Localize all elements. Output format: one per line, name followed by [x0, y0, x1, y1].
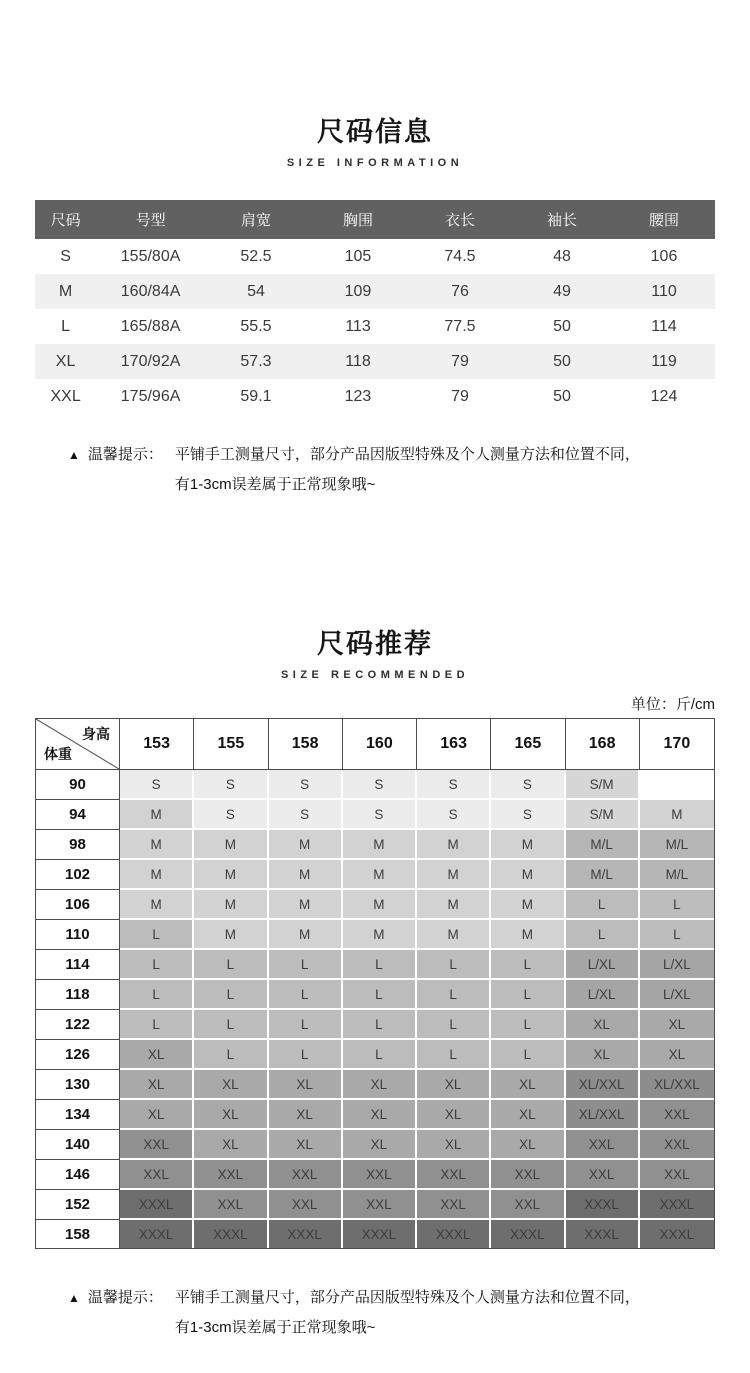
- recommend-size-cell: [640, 770, 714, 800]
- recommend-size-cell: S: [120, 770, 194, 800]
- table-row: [35, 309, 715, 344]
- recommend-size-cell: XXL: [269, 1190, 343, 1220]
- recommend-size-cell: L: [640, 890, 714, 920]
- recommend-size-cell: M: [343, 830, 417, 860]
- recommend-size-cell: XL/XXL: [640, 1070, 714, 1100]
- size-info-cell: 74.5: [444, 247, 476, 265]
- weight-row-header: 90: [36, 770, 120, 800]
- column-header: 尺码: [35, 200, 96, 239]
- recommend-size-cell: M: [417, 830, 491, 860]
- recommend-size-cell: XXL: [194, 1190, 268, 1220]
- column-header: 胸围: [307, 200, 409, 239]
- recommend-size-cell: L/XL: [640, 980, 714, 1010]
- recommend-size-cell: L: [491, 980, 565, 1010]
- recommend-size-cell: XXL: [640, 1130, 714, 1160]
- notice-block: [68, 440, 682, 500]
- recommend-row: [36, 980, 714, 1010]
- recommend-size-cell: XXXL: [120, 1220, 194, 1248]
- recommend-size-cell: L: [269, 950, 343, 980]
- recommend-size-cell: M: [491, 920, 565, 950]
- size-info-cell: 50: [553, 317, 571, 335]
- recommend-size-cell: L: [194, 950, 268, 980]
- recommend-size-cell: XXXL: [566, 1220, 640, 1248]
- recommend-size-cell: M: [120, 890, 194, 920]
- size-info-cell: 48: [553, 247, 571, 265]
- recommend-size-cell: M: [491, 890, 565, 920]
- height-column-header: 168: [566, 719, 640, 770]
- recommend-size-cell: XXL: [269, 1160, 343, 1190]
- recommend-size-cell: S: [269, 770, 343, 800]
- recommend-size-cell: M: [417, 890, 491, 920]
- recommend-size-cell: XXL: [343, 1160, 417, 1190]
- recommend-size-cell: M: [491, 830, 565, 860]
- recommend-size-cell: XL: [120, 1070, 194, 1100]
- recommend-size-cell: M: [120, 830, 194, 860]
- recommend-size-cell: XL: [491, 1070, 565, 1100]
- recommend-size-cell: M: [343, 860, 417, 890]
- recommend-size-cell: XL: [491, 1100, 565, 1130]
- recommend-size-cell: XXL: [417, 1160, 491, 1190]
- recommend-row: [36, 830, 714, 860]
- recommend-size-cell: XL: [269, 1100, 343, 1130]
- recommend-size-cell: L: [417, 980, 491, 1010]
- recommend-size-cell: XL: [120, 1040, 194, 1070]
- recommend-size-cell: XXL: [566, 1160, 640, 1190]
- recommend-size-cell: L: [120, 980, 194, 1010]
- recommend-size-cell: L: [417, 1040, 491, 1070]
- table-row: [35, 344, 715, 379]
- size-info-cell: 155/80A: [120, 247, 181, 265]
- recommend-size-cell: XXL: [566, 1130, 640, 1160]
- recommend-size-cell: M: [269, 920, 343, 950]
- recommend-size-cell: M: [194, 830, 268, 860]
- size-info-cell: 114: [651, 317, 677, 335]
- weight-row-header: 118: [36, 980, 120, 1010]
- size-recommend-table-wrapper: [35, 718, 715, 1249]
- notice-block: [68, 1283, 682, 1343]
- column-header: 号型: [96, 200, 205, 239]
- notice-line2: 有1-3cm误差属于正常现象哦~: [174, 1319, 376, 1336]
- size-info-cell: 119: [651, 352, 677, 370]
- height-column-header: 163: [417, 719, 491, 770]
- recommend-size-cell: M/L: [566, 860, 640, 890]
- height-weight-corner-cell: [36, 719, 120, 770]
- weight-row-header: 110: [36, 920, 120, 950]
- notice-text: [175, 1283, 682, 1343]
- recommend-row: [36, 1220, 714, 1248]
- recommend-body: [36, 770, 714, 1248]
- size-info-body: [35, 239, 715, 414]
- height-column-header: 165: [491, 719, 565, 770]
- size-recommend-title: 尺码推荐: [317, 629, 433, 659]
- recommend-row: [36, 1160, 714, 1190]
- recommend-size-cell: XL: [491, 1130, 565, 1160]
- recommend-row: [36, 920, 714, 950]
- recommend-size-cell: M: [194, 890, 268, 920]
- recommend-size-cell: L: [269, 1040, 343, 1070]
- notice-text: [175, 440, 682, 500]
- recommend-size-cell: L: [566, 890, 640, 920]
- size-info-cell: 54: [247, 282, 265, 300]
- recommend-size-cell: S: [194, 770, 268, 800]
- height-column-header: 170: [640, 719, 714, 770]
- recommend-size-cell: S: [269, 800, 343, 830]
- recommend-size-cell: XL: [343, 1100, 417, 1130]
- recommend-size-cell: XXL: [120, 1130, 194, 1160]
- weight-row-header: 98: [36, 830, 120, 860]
- recommend-size-cell: XXXL: [640, 1220, 714, 1248]
- size-info-section: [0, 110, 750, 500]
- notice-label: 温馨提示：: [87, 1289, 163, 1306]
- recommend-size-cell: XL: [343, 1130, 417, 1160]
- notice-line1: 平铺手工测量尺寸，部分产品因版型特殊及个人测量方法和位置不同，: [174, 1289, 640, 1306]
- recommend-size-cell: S: [417, 770, 491, 800]
- recommend-size-cell: L: [343, 1010, 417, 1040]
- column-header: 袖长: [511, 200, 613, 239]
- recommend-size-cell: XXXL: [343, 1220, 417, 1248]
- recommend-size-cell: XXL: [120, 1160, 194, 1190]
- size-info-cell: 160/84A: [120, 282, 181, 300]
- size-info-cell: 110: [651, 282, 677, 300]
- recommend-size-cell: XXXL: [194, 1220, 268, 1248]
- size-info-cell: 109: [344, 282, 372, 300]
- weight-row-header: 102: [36, 860, 120, 890]
- recommend-size-cell: XL: [343, 1070, 417, 1100]
- recommend-size-cell: M: [120, 800, 194, 830]
- recommend-size-cell: XXL: [417, 1190, 491, 1220]
- recommend-size-cell: L/XL: [566, 950, 640, 980]
- recommend-size-cell: M: [343, 890, 417, 920]
- recommend-size-cell: XXL: [640, 1160, 714, 1190]
- size-info-cell: 175/96A: [120, 387, 181, 405]
- height-column-header: 160: [343, 719, 417, 770]
- recommend-size-cell: L: [194, 1040, 268, 1070]
- size-info-cell: 79: [451, 387, 469, 405]
- size-info-cell: 123: [344, 387, 372, 405]
- recommend-size-cell: XXXL: [417, 1220, 491, 1248]
- recommend-size-cell: L: [640, 920, 714, 950]
- unit-note: 单位：斤/cm: [630, 696, 715, 713]
- recommend-size-cell: XXL: [491, 1190, 565, 1220]
- notice-line1: 平铺手工测量尺寸，部分产品因版型特殊及个人测量方法和位置不同，: [174, 446, 640, 463]
- weight-row-header: 134: [36, 1100, 120, 1130]
- size-info-cell: 106: [650, 247, 678, 265]
- size-info-cell: 105: [344, 247, 372, 265]
- recommend-size-cell: M: [491, 860, 565, 890]
- recommend-size-cell: XL: [640, 1040, 714, 1070]
- recommend-size-cell: XXXL: [566, 1190, 640, 1220]
- height-column-header: 153: [120, 719, 194, 770]
- size-recommend-section: [0, 622, 750, 1343]
- recommend-size-cell: XXXL: [120, 1190, 194, 1220]
- recommend-size-cell: XL: [640, 1010, 714, 1040]
- recommend-size-cell: XL: [194, 1100, 268, 1130]
- size-info-cell: XL: [55, 352, 76, 370]
- size-info-table: [35, 200, 715, 414]
- recommend-row: [36, 1100, 714, 1130]
- recommend-size-cell: L/XL: [566, 980, 640, 1010]
- recommend-size-cell: XL: [566, 1010, 640, 1040]
- recommend-row: [36, 1130, 714, 1160]
- recommend-size-cell: M: [194, 920, 268, 950]
- recommend-size-cell: M/L: [566, 830, 640, 860]
- recommend-size-cell: S/M: [566, 800, 640, 830]
- recommend-size-cell: L: [417, 950, 491, 980]
- weight-row-header: 130: [36, 1070, 120, 1100]
- recommend-size-cell: L: [269, 1010, 343, 1040]
- recommend-size-cell: L: [491, 950, 565, 980]
- recommend-size-cell: XXL: [343, 1190, 417, 1220]
- notice-label: 温馨提示：: [87, 446, 163, 463]
- recommend-row: [36, 860, 714, 890]
- recommend-size-cell: L: [566, 920, 640, 950]
- corner-weight-label: 体重: [44, 746, 72, 762]
- size-info-cell: 124: [650, 387, 678, 405]
- recommend-size-cell: L/XL: [640, 950, 714, 980]
- recommend-size-cell: M: [417, 920, 491, 950]
- table-row: [35, 239, 715, 274]
- recommend-size-cell: XXL: [194, 1160, 268, 1190]
- column-header: 衣长: [409, 200, 511, 239]
- recommend-size-cell: L: [343, 950, 417, 980]
- weight-row-header: 114: [36, 950, 120, 980]
- recommend-size-cell: S: [343, 770, 417, 800]
- recommend-size-cell: XXL: [491, 1160, 565, 1190]
- recommend-row: [36, 1070, 714, 1100]
- recommend-size-cell: M: [120, 860, 194, 890]
- size-info-cell: L: [61, 317, 71, 335]
- recommend-size-cell: XL/XXL: [566, 1100, 640, 1130]
- recommend-size-cell: XL: [194, 1130, 268, 1160]
- size-info-cell: 59.1: [240, 387, 272, 405]
- height-column-header: 155: [194, 719, 268, 770]
- recommend-size-cell: L: [194, 980, 268, 1010]
- recommend-size-cell: L: [417, 1010, 491, 1040]
- size-recommend-subtitle: SIZE RECOMMENDED: [280, 669, 470, 681]
- recommend-size-cell: S: [491, 800, 565, 830]
- recommend-size-cell: XL: [269, 1130, 343, 1160]
- recommend-size-cell: L: [343, 980, 417, 1010]
- weight-row-header: 158: [36, 1220, 120, 1248]
- recommend-size-cell: XL: [417, 1070, 491, 1100]
- size-info-cell: 76: [451, 282, 469, 300]
- size-info-cell: 113: [345, 317, 371, 335]
- size-info-cell: 55.5: [240, 317, 272, 335]
- recommend-size-cell: L: [194, 1010, 268, 1040]
- recommend-size-cell: L: [120, 950, 194, 980]
- size-info-cell: 77.5: [444, 317, 476, 335]
- weight-row-header: 146: [36, 1160, 120, 1190]
- recommend-size-cell: S: [194, 800, 268, 830]
- size-info-cell: XXL: [50, 387, 81, 405]
- recommend-size-cell: XL: [194, 1070, 268, 1100]
- recommend-size-cell: S/M: [566, 770, 640, 800]
- warning-triangle-icon: ▲: [68, 448, 80, 462]
- weight-row-header: 152: [36, 1190, 120, 1220]
- recommend-size-cell: M: [269, 830, 343, 860]
- weight-row-header: 94: [36, 800, 120, 830]
- size-info-cell: 49: [553, 282, 571, 300]
- size-info-header-row: [35, 200, 715, 239]
- recommend-size-cell: M/L: [640, 860, 714, 890]
- recommend-size-cell: M: [417, 860, 491, 890]
- recommend-size-cell: L: [491, 1040, 565, 1070]
- recommend-row: [36, 1190, 714, 1220]
- recommend-size-cell: L: [120, 1010, 194, 1040]
- recommend-size-cell: XL: [566, 1040, 640, 1070]
- table-row: [35, 379, 715, 414]
- notice-line2: 有1-3cm误差属于正常现象哦~: [174, 476, 376, 493]
- recommend-size-cell: XL: [417, 1130, 491, 1160]
- weight-row-header: 122: [36, 1010, 120, 1040]
- weight-row-header: 126: [36, 1040, 120, 1070]
- weight-row-header: 140: [36, 1130, 120, 1160]
- recommend-size-cell: XXXL: [269, 1220, 343, 1248]
- recommend-size-cell: L: [491, 1010, 565, 1040]
- recommend-size-cell: XL: [269, 1070, 343, 1100]
- column-header: 腰围: [613, 200, 715, 239]
- recommend-header-row: [36, 719, 714, 770]
- size-info-subtitle: SIZE INFORMATION: [286, 157, 464, 169]
- recommend-size-cell: XL: [120, 1100, 194, 1130]
- corner-height-label: 身高: [82, 726, 110, 742]
- recommend-row: [36, 1010, 714, 1040]
- recommend-size-cell: M: [269, 890, 343, 920]
- column-header: 肩宽: [205, 200, 307, 239]
- size-info-cell: 50: [553, 352, 571, 370]
- recommend-row: [36, 1040, 714, 1070]
- recommend-size-cell: L: [120, 920, 194, 950]
- recommend-row: [36, 800, 714, 830]
- size-info-cell: 170/92A: [120, 352, 181, 370]
- recommend-size-cell: XXL: [640, 1100, 714, 1130]
- size-info-cell: S: [60, 247, 71, 265]
- recommend-size-cell: XXXL: [640, 1190, 714, 1220]
- recommend-size-cell: XL/XXL: [566, 1070, 640, 1100]
- recommend-size-cell: M: [640, 800, 714, 830]
- height-column-header: 158: [269, 719, 343, 770]
- recommend-row: [36, 890, 714, 920]
- size-info-cell: 165/88A: [120, 317, 181, 335]
- recommend-size-cell: S: [343, 800, 417, 830]
- recommend-size-cell: L: [269, 980, 343, 1010]
- recommend-size-cell: M: [194, 860, 268, 890]
- weight-row-header: 106: [36, 890, 120, 920]
- size-info-title: 尺码信息: [317, 117, 433, 147]
- recommend-size-cell: S: [417, 800, 491, 830]
- table-row: [35, 274, 715, 309]
- size-info-cell: 118: [345, 352, 371, 370]
- size-info-cell: 57.3: [240, 352, 272, 370]
- recommend-size-cell: L: [343, 1040, 417, 1070]
- recommend-size-cell: S: [491, 770, 565, 800]
- recommend-size-cell: M: [343, 920, 417, 950]
- size-info-cell: 79: [451, 352, 469, 370]
- size-info-cell: 50: [553, 387, 571, 405]
- recommend-size-cell: XL: [417, 1100, 491, 1130]
- recommend-size-cell: M: [269, 860, 343, 890]
- recommend-row: [36, 950, 714, 980]
- size-info-cell: 52.5: [240, 247, 272, 265]
- recommend-size-cell: XXXL: [491, 1220, 565, 1248]
- recommend-row: [36, 770, 714, 800]
- warning-triangle-icon: ▲: [68, 1291, 80, 1305]
- size-recommend-table: [36, 719, 714, 1248]
- size-info-cell: M: [58, 282, 73, 300]
- recommend-size-cell: M/L: [640, 830, 714, 860]
